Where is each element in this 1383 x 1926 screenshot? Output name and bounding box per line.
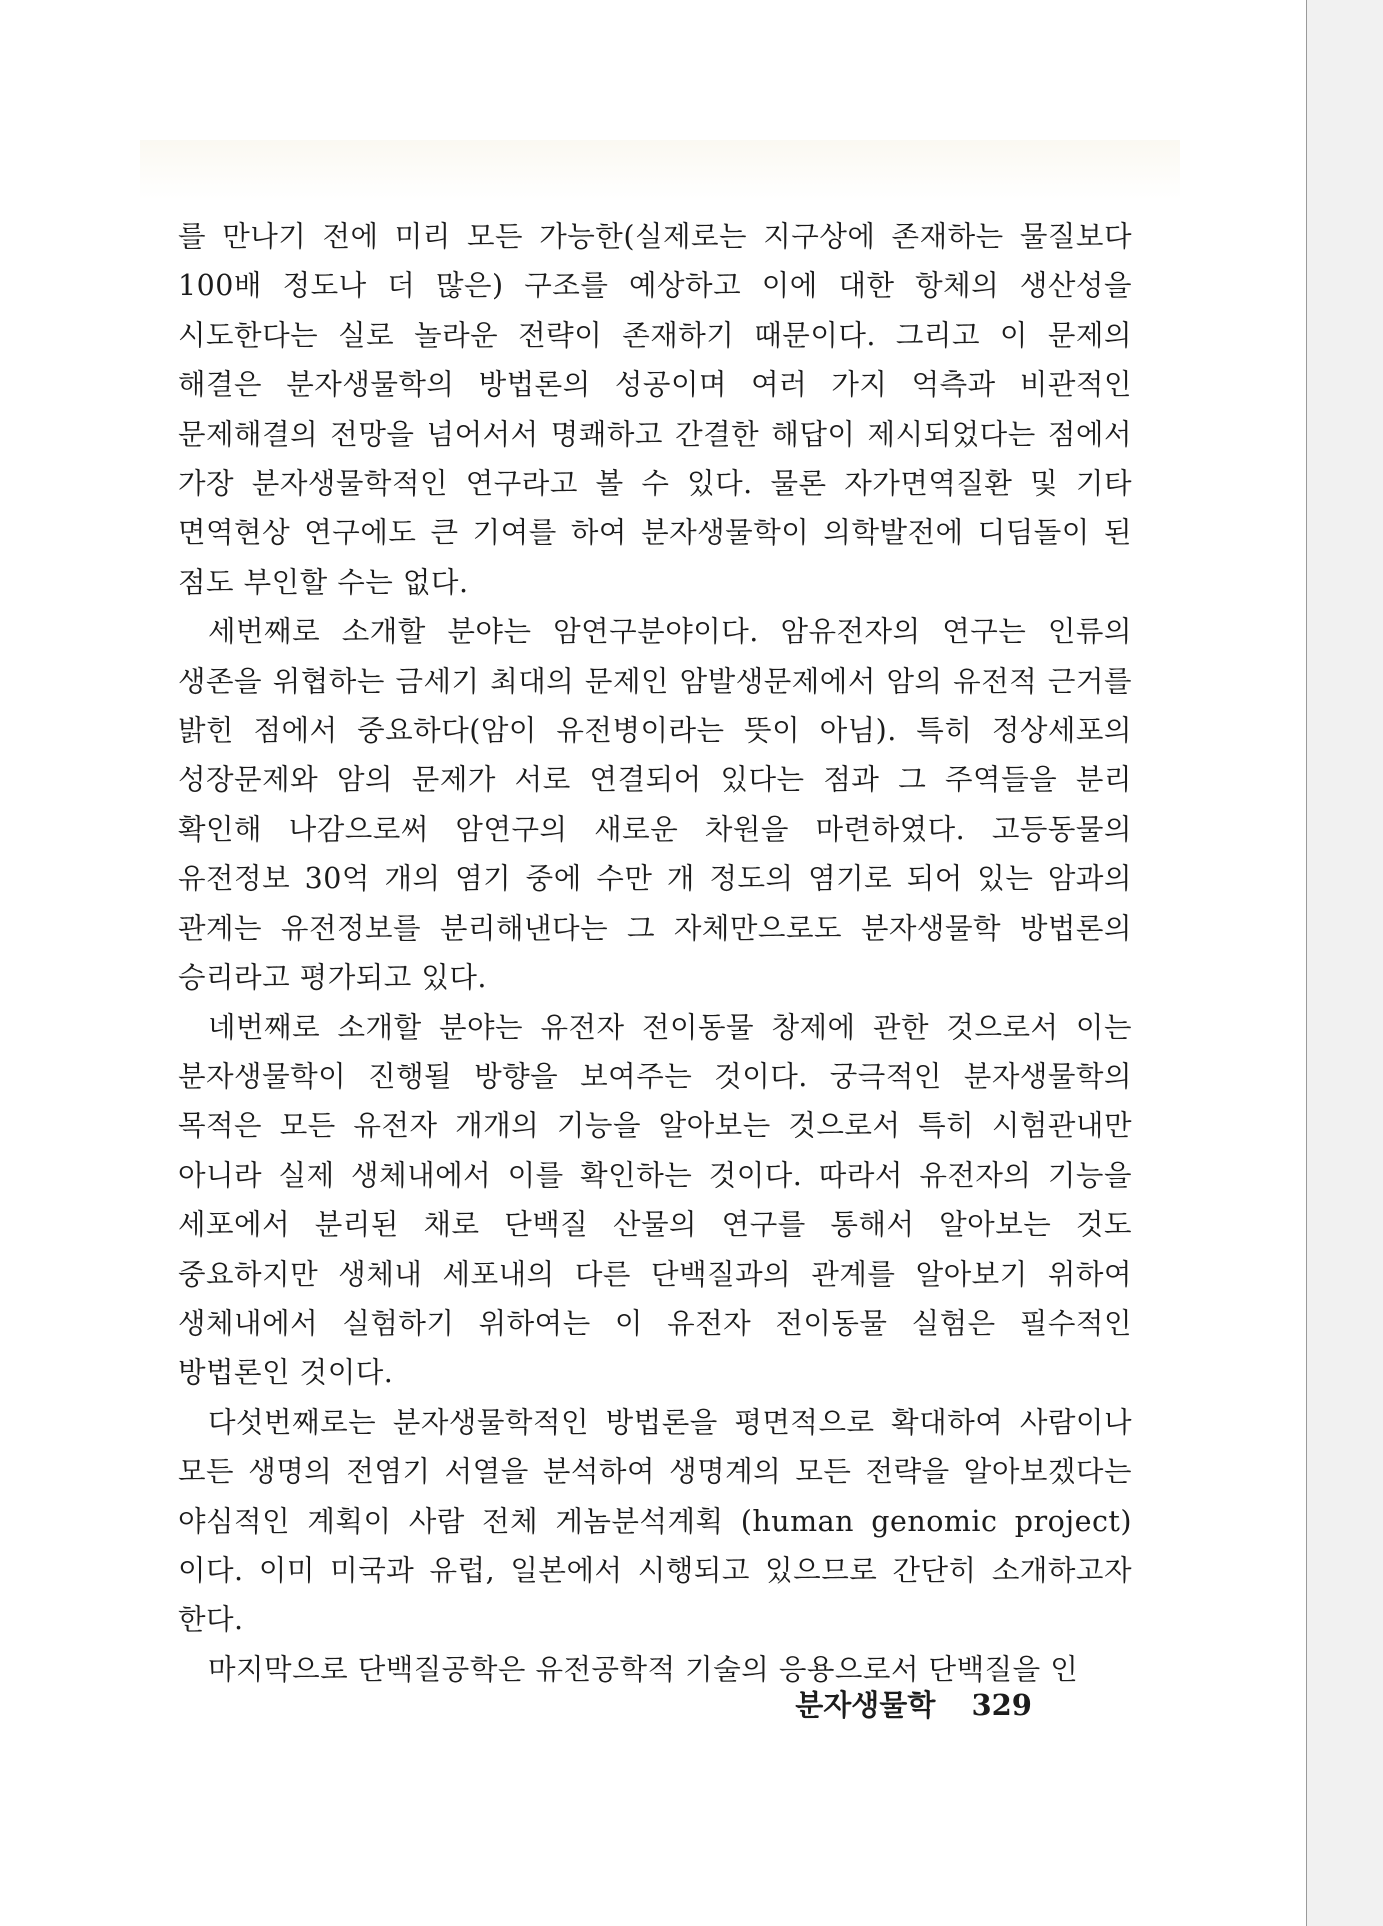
paragraph-2: 세번째로 소개할 분야는 암연구분야이다. 암유전자의 연구는 인류의 생존을 위협하는 금세기 최대의 문제인 암발생문제에서 암의 유전적 근거를 밝힌 점에서 중요하다(암이 유전병이라는 뜻이 아님). 특히 정상세포의 성장문제와 암의 문제가 서로 연결되어 있다는 점과 그 주역들을 분리 확인해 나감으로써 암연구의 새로운 차원을 마련하였다. 고등동물의 유전정보 30억 개의 염기 중에 수만 개 정도의 염기로 되어 있는 암과의 관계는 유전정보를 분리해낸다는 그 자체만으로도 분자생물학 방법론의 승리라고 평가되고 있다. [178, 615, 1132, 995]
paragraph-3: 네번째로 소개할 분야는 유전자 전이동물 창제에 관한 것으로서 이는 분자생물학이 진행될 방향을 보여주는 것이다. 궁극적인 분자생물학의 목적은 모든 유전자 개개의 기능을 알아보는 것으로서 특히 시험관내만 아니라 실제 생체내에서 이를 확인하는 것이다. 따라서 유전자의 기능을 세포에서 분리된 채로 단백질 산물의 연구를 통해서 알아보는 것도 중요하지만 생체내 세포내의 다른 단백질과의 관계를 알아보기 위하여 생체내에서 실험하기 위하여는 이 유전자 전이동물 실험은 필수적인 방법론인 것이다. [178, 1010, 1132, 1390]
page-number: 329 [971, 1688, 1032, 1722]
running-head: 분자생물학 [795, 1688, 936, 1722]
paragraph-5: 마지막으로 단백질공학은 유전공학적 기술의 응용으로서 단백질을 인 [208, 1652, 1079, 1686]
paragraph-1: 를 만나기 전에 미리 모든 가능한(실제로는 지구상에 존재하는 물질보다 100배 정도나 더 많은) 구조를 예상하고 이에 대한 항체의 생산성을 시도한다는 실로 놀라운 전략이 존재하기 때문이다. 그리고 이 문제의 해결은 분자생물학의 방법론의 성공이며 여러 가지 억측과 비관적인 문제해결의 전망을 넘어서서 명쾌하고 간결한 해답이 제시되었다는 점에서 가장 분자생물학적인 연구라고 볼 수 있다. 물론 자가면역질환 및 기타 면역현상 연구에도 큰 기여를 하여 분자생물학이 의학발전에 디딤돌이 된 점도 부인할 수는 없다. [178, 220, 1132, 599]
body-text [178, 212, 1132, 1694]
page-footer [795, 1683, 1032, 1724]
page-tint [140, 140, 1180, 200]
paragraph-4: 다섯번째로는 분자생물학적인 방법론을 평면적으로 확대하여 사람이나 모든 생명의 전염기 서열을 분석하여 생명계의 모든 전략을 알아보겠다는 야심적인 계획이 사람 전체 게놈분석계획 (human genomic project)이다. 이미 미국과 유럽, 일본에서 시행되고 있으므로 간단히 소개하고자 한다. [178, 1405, 1132, 1637]
viewer-gutter [1307, 0, 1383, 1926]
